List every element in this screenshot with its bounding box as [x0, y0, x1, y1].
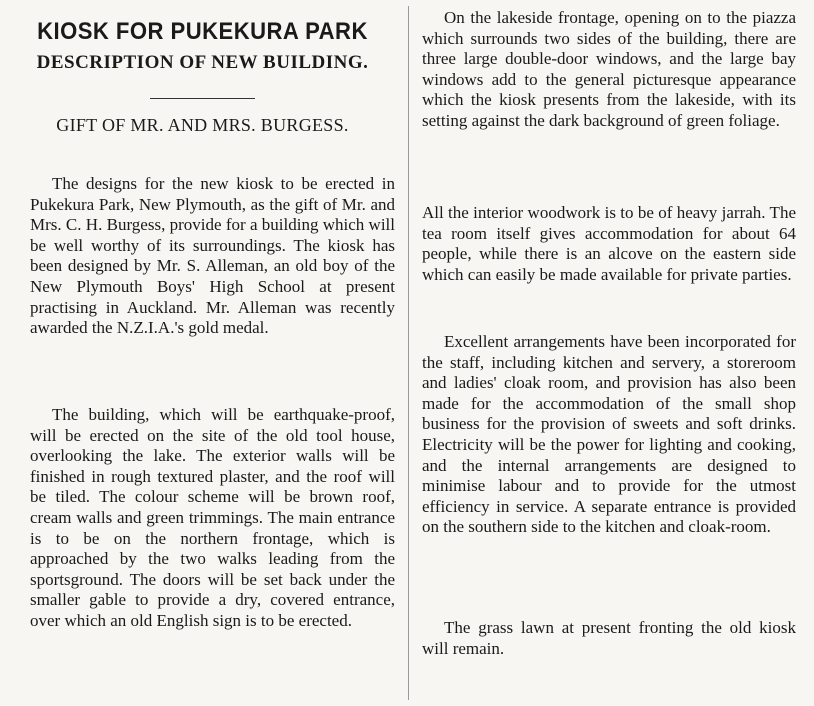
headline-divider — [150, 98, 255, 99]
paragraph-lakeside: On the lakeside frontage, opening on to the piazza which surrounds two sides of the building, there are three large double-door windows, and the large bay windows add to the general picturesque appearance which the kiosk presents from the lakeside, with its setting against the dark background of green foliage. — [422, 8, 796, 130]
headline: KIOSK FOR PUKEKURA PARK — [37, 18, 368, 45]
paragraph-lawn: The grass lawn at present fronting the old kiosk will remain. — [422, 618, 796, 658]
gift-line: GIFT OF MR. AND MRS. BURGESS. — [56, 115, 349, 135]
paragraph-arrangements: Excellent arrangements have been incorporated for the staff, including kitchen and servery, a storeroom and ladies' cloak room, and provision has also been made for the accommodation of the small shop business for the provision of sweets and soft drinks. Electricity will be the power for lighting and cooking, and the internal arrangements are designed to minimise labour and to provide for the utmost efficiency in service. A separate entrance is provided on the southern side to the kitchen and cloak-room. — [422, 332, 796, 537]
paragraph-designs: The designs for the new kiosk to be erected in Pukekura Park, New Plymouth, as the gift of Mr. and Mrs. C. H. Burgess, provide for a building which will be well worthy of its surroundings. The kiosk has been designed by Mr. S. Alleman, an old boy of the New Plymouth Boys' High School at present practising in Auckland. Mr. Alleman was recently awarded the N.Z.I.A.'s gold medal. — [30, 174, 395, 338]
subheadline: DESCRIPTION OF NEW BUILDING. — [36, 52, 369, 73]
column-rule — [408, 6, 409, 700]
paragraph-interior: All the interior woodwork is to be of heavy jarrah. The tea room itself gives accommodation for about 64 people, while there is an alcove on the eastern side which can easily be made available for private parties. — [422, 203, 796, 284]
paragraph-building: The building, which will be earthquake-proof, will be erected on the site of the old tool house, overlooking the lake. The exterior walls will be finished in rough textured plaster, and the roof will be tiled. The colour scheme will be brown roof, cream walls and green trimmings. The main entrance is to be on the northern frontage, which is approached by the two walks leading from the sportsground. The doors will be set back under the smaller gable to provide a dry, covered entrance, over which an old English sign is to be erected. — [30, 405, 395, 630]
